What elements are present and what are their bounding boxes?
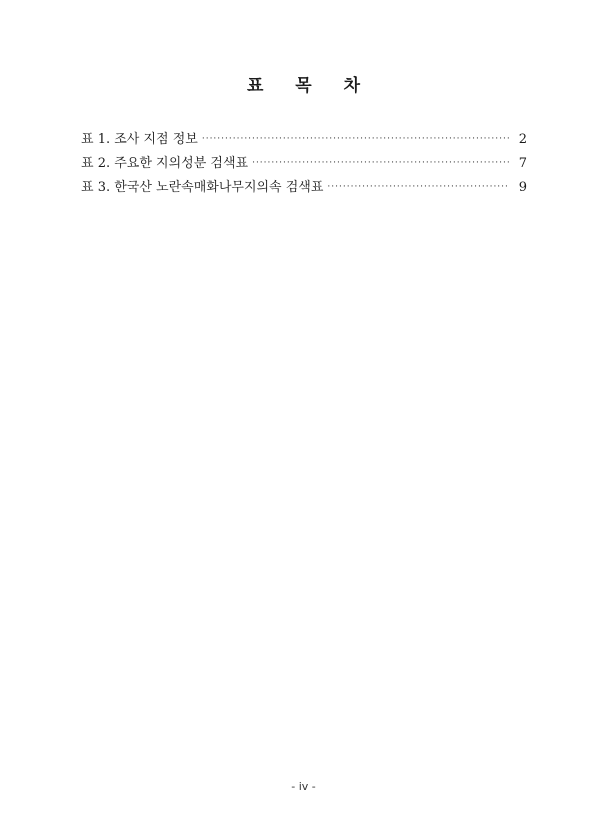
toc-dot-leader (252, 153, 509, 173)
page-number: - iv - (291, 780, 316, 793)
toc-dot-leader (202, 129, 509, 149)
toc-entry-page: 2 (518, 132, 527, 147)
table-of-contents (81, 130, 527, 202)
toc-entry[interactable] (81, 178, 527, 202)
toc-entry-page: 9 (518, 180, 527, 195)
page-title: 표 목 차 (246, 76, 374, 96)
toc-entry-page: 7 (518, 156, 527, 171)
toc-entry-label: 표 2. 주요한 지의성분 검색표 (81, 156, 249, 171)
toc-entry[interactable] (81, 154, 527, 178)
toc-dot-leader (327, 177, 509, 197)
toc-entry[interactable] (81, 130, 527, 154)
toc-entry-label: 표 3. 한국산 노란속매화나무지의속 검색표 (81, 180, 324, 195)
toc-entry-label: 표 1. 조사 지점 정보 (81, 132, 198, 147)
